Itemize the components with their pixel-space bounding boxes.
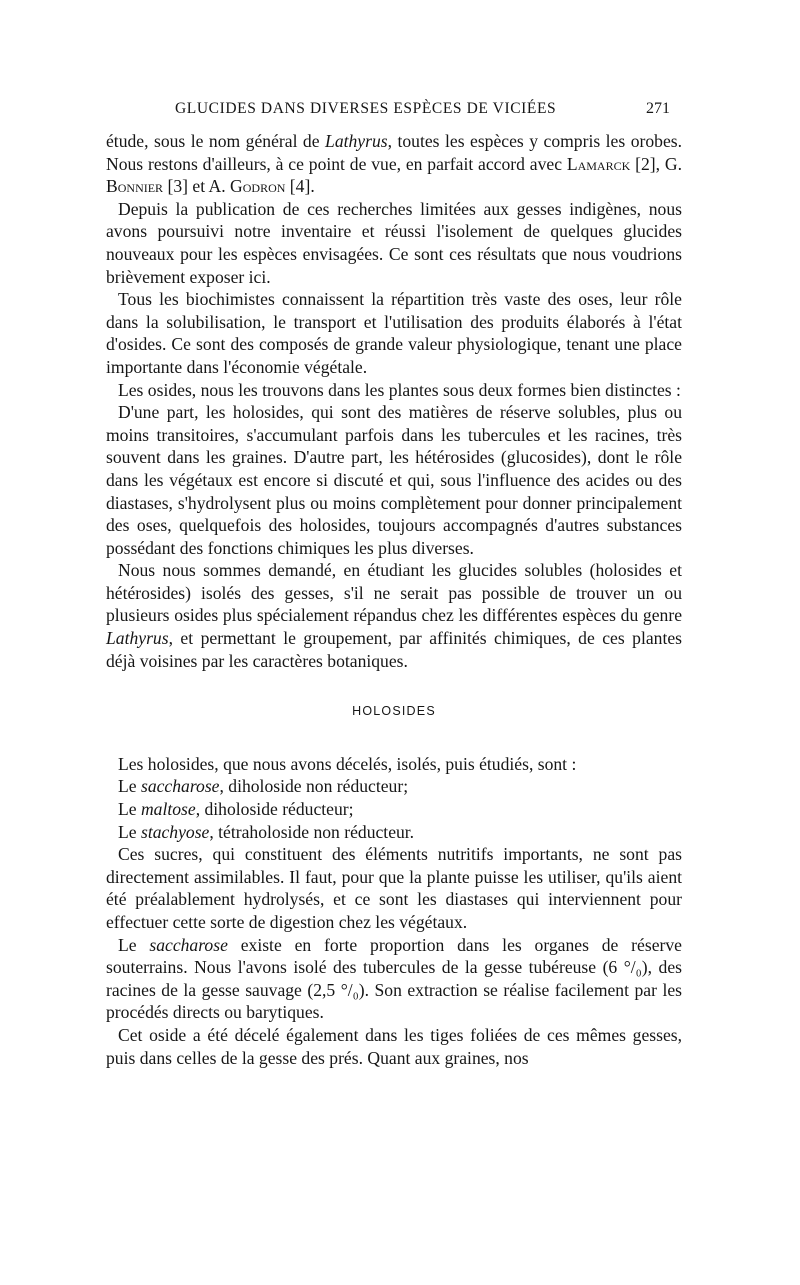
body-text — [106, 130, 682, 1069]
list-item: Le saccharose, diholoside non réducteur; — [118, 776, 409, 797]
paragraph: Cet oside a été décelé également dans les tiges foliées de ces mêmes gesses, puis dans celles de la gesse des prés. Quant aux graines, nos — [106, 1024, 682, 1068]
list-item: Le maltose, diholoside réducteur; — [118, 799, 354, 820]
paragraph: Ces sucres, qui constituent des éléments nutritifs importants, ne sont pas directement assimilables. Il faut, pour que la plante puisse les utiliser, qu'ils aient été préalablement hydrolysés, et ce sont les diastases qui interviennent pour effectuer cette sorte de digestion chez les végétaux. — [106, 844, 682, 932]
running-title: GLUCIDES DANS DIVERSES ESPÈCES DE VICIÉES — [175, 100, 557, 117]
list-item: Le stachyose, tétraholoside non réducteur. — [118, 821, 415, 842]
paragraph: Les osides, nous les trouvons dans les plantes sous deux formes bien distinctes : — [118, 379, 681, 400]
running-header — [0, 100, 800, 120]
paragraph: Depuis la publication de ces recherches limitées aux gesses indigènes, nous avons poursuivi notre inventaire et réussi l'isolement de quelques glucides nouveaux pour les espèces envisagées. Ce sont ces résultats que nous voudrions brièvement exposer ici. — [106, 198, 682, 287]
paragraph: D'une part, les holosides, qui sont des matières de réserve solubles, plus ou moins transitoires, s'accumulant parfois dans les tubercules et les racines, très souvent dans les graines. D'autre part, les hétérosides (glucosides), dont le rôle dans les végétaux est encore si discuté et qui, sous l'influence des acides ou des diastases, s'hydrolysent plus ou moins complètement pour donner principalement des oses, quelquefois des holosides, toujours accompagnés d'autres substances possédant des fonctions chimiques les plus diverses. — [106, 402, 682, 558]
page-number: 271 — [646, 100, 670, 117]
paragraph: Tous les biochimistes connaissent la répartition très vaste des oses, leur rôle dans la solubilisation, le transport et l'utilisation des produits élaborés à l'état d'osides. Ce sont des composés de grande valeur physiologique, tenant une place importante dans l'économie végétale. — [106, 289, 682, 377]
paragraph-continuation: étude, sous le nom général de Lathyrus, toutes les espèces y compris les orobes. Nous restons d'ailleurs, à ce point de vue, en parfait accord avec Lamarck [2], G. Bonnier [3] et A. Godron [4]. — [106, 131, 682, 197]
section-heading: HOLOSIDES — [352, 704, 436, 719]
paragraph: Le saccharose existe en forte proportion dans les organes de réserve souterrains. Nous l'avons isolé des tubercules de la gesse tubéreuse (6 °/₀), des racines de la gesse sauvage (2,5 °/₀). Son extraction se réalise facilement par les procédés directs ou barytiques. — [106, 934, 682, 1023]
paragraph: Les holosides, que nous avons décelés, isolés, puis étudiés, sont : — [118, 753, 577, 774]
paragraph: Nous nous sommes demandé, en étudiant les glucides solubles (holosides et hétérosides) isolés des gesses, s'il ne serait pas possible de trouver un ou plusieurs osides plus spécialement répandus chez les différentes espèces du genre Lathyrus, et permettant le groupement, par affinités chimiques, de ces plantes déjà voisines par les caractères botaniques. — [106, 560, 682, 671]
